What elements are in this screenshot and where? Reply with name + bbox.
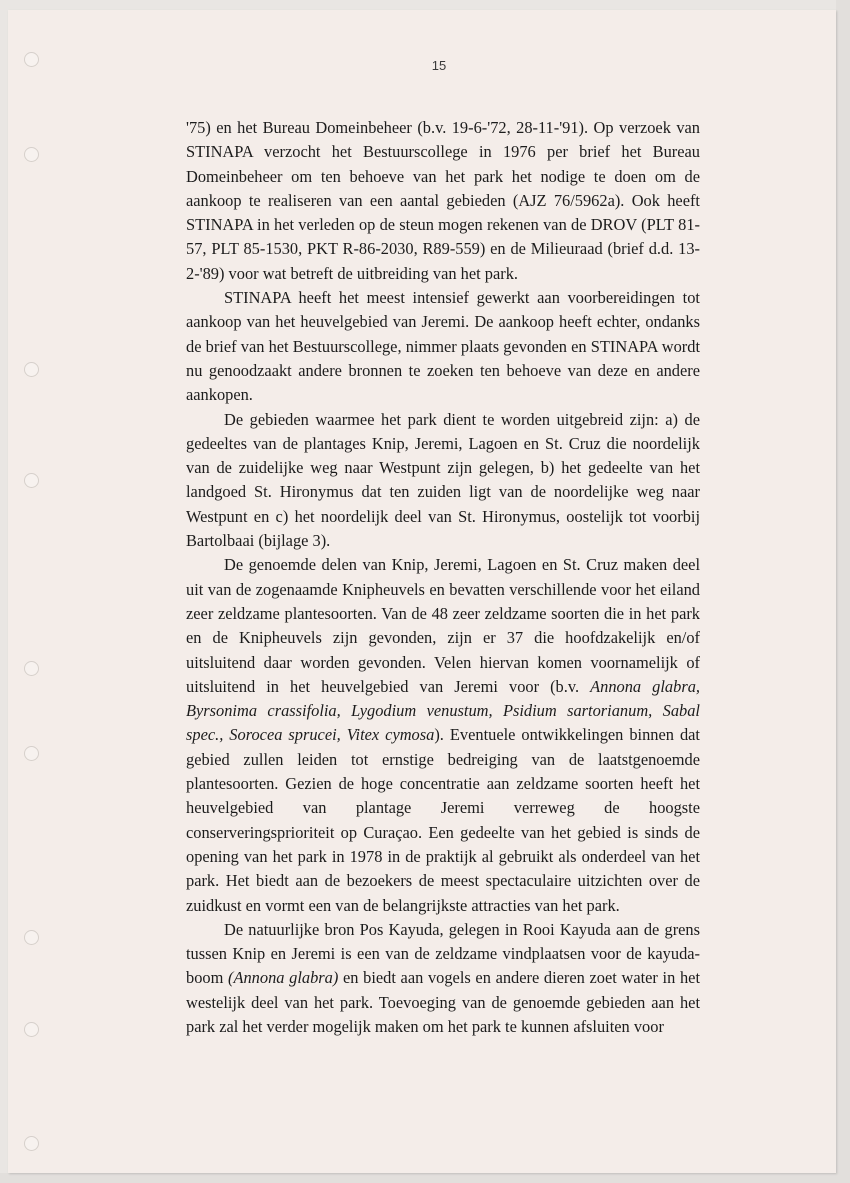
punch-hole-icon xyxy=(24,362,39,377)
paragraph-text: De genoemde delen van Knip, Jeremi, Lagoen en St. Cruz maken deel uit van de zogenaamde Knipheuvels en bevatten verschillende voor het eiland zeer zeldzame plantesoorten. Van de 48 zeer zeldzame soorten die in het park en de Knipheuvels zijn gevonden, zijn er 37 die hoofdzakelijk en/of uitsluitend daar worden gevonden. Velen hiervan komen voornamelijk of uitsluitend in het heuvelgebied van Jeremi voor (b.v. xyxy=(186,555,700,696)
paragraph-text: '75) en het Bureau Domeinbeheer (b.v. 19-6-'72, 28-11-'91). Op verzoek van STINAPA verzocht het Bestuurscollege in 1976 per brief het Bureau Domeinbeheer om ten behoeve van het park het nodige te doen om de aankoop te realiseren van een aantal gebieden (AJZ 76/5962a). Ook heeft STINAPA in het verleden op de steun mogen rekenen van de DROV (PLT 81-57, PLT 85-1530, PKT R-86-2030, R89-559) en de Milieuraad (brief d.d. 13-2-'89) voor wat betreft de uitbreiding van het park. xyxy=(186,118,700,283)
body-text xyxy=(186,116,700,1039)
page-number: 15 xyxy=(431,58,447,73)
paragraph xyxy=(186,286,700,407)
paragraph-text: en biedt aan vogels en andere dieren zoet water in het westelijk deel van het park. Toevoeging van de genoemde gebieden aan het park zal het verder mogelijk maken om het park te kunnen afsluiten voor xyxy=(186,968,701,1036)
punch-hole-icon xyxy=(24,1022,39,1037)
punch-hole-icon xyxy=(24,1136,39,1151)
paragraph xyxy=(186,116,700,286)
scan-bottom-edge xyxy=(0,1173,850,1183)
punch-hole-icon xyxy=(24,147,39,162)
paragraph xyxy=(186,408,700,554)
paragraph-text: De natuurlijke bron Pos Kayuda, gelegen in Rooi Kayuda aan de grens tussen Knip en Jeremi is een van de zeldzame vindplaatsen voor de kayuda-boom xyxy=(186,919,700,988)
paragraph-text: De gebieden waarmee het park dient te worden uitgebreid zijn: a) de gedeeltes van de plantages Knip, Jeremi, Lagoen en St. Cruz die noordelijk van de zuidelijke weg naar Westpunt zijn gelegen, b) het gedeelte van het landgoed St. Hironymus dat ten zuiden ligt van de noordelijke weg naar Westpunt en c) het noordelijk deel van St. Hironymus, oostelijk tot voorbij Bartolbaai (bijlage 3). xyxy=(186,409,700,551)
punch-hole-icon xyxy=(24,661,39,676)
italic-species-names: Annona glabra, Byrsonima crassifolia, Lygodium venustum, Psidium sartorianum, Sabal spec., Sorocea sprucei, Vitex cymosa xyxy=(186,676,700,745)
paragraph-text: STINAPA heeft het meest intensief gewerkt aan voorbereidingen tot aankoop van het heuvelgebied van Jeremi. De aankoop heeft echter, ondanks de brief van het Bestuurscollege, nimmer plaats gevonden en STINAPA wordt nu genoodzaakt andere bronnen te zoeken ten behoeve van deze en andere aankopen. xyxy=(186,288,700,405)
paragraph xyxy=(186,553,700,917)
punch-hole-icon xyxy=(24,930,39,945)
paragraph xyxy=(186,918,700,1039)
punch-hole-icon xyxy=(24,473,39,488)
italic-species-names: (Annona glabra) xyxy=(228,968,339,988)
adjacent-page-edge xyxy=(836,0,850,1183)
punch-hole-icon xyxy=(24,746,39,761)
paragraph-text: ). Eventuele ontwikkelingen binnen dat gebied zullen leiden tot ernstige bedreiging van de laatstgenoemde plantesoorten. Gezien de hoge concentratie aan zeldzame soorten heeft het heuvelgebied van plantage Jeremi verreweg de hoogste conserveringsprioriteit op Curaçao. Een gedeelte van het gebied is sinds de opening van het park in 1978 in de praktijk al gebruikt als onderdeel van het park. Het biedt aan de bezoekers de meest spectaculaire uitzichten over de zuidkust en vormt een van de belangrijkste attracties van het park. xyxy=(186,725,700,915)
